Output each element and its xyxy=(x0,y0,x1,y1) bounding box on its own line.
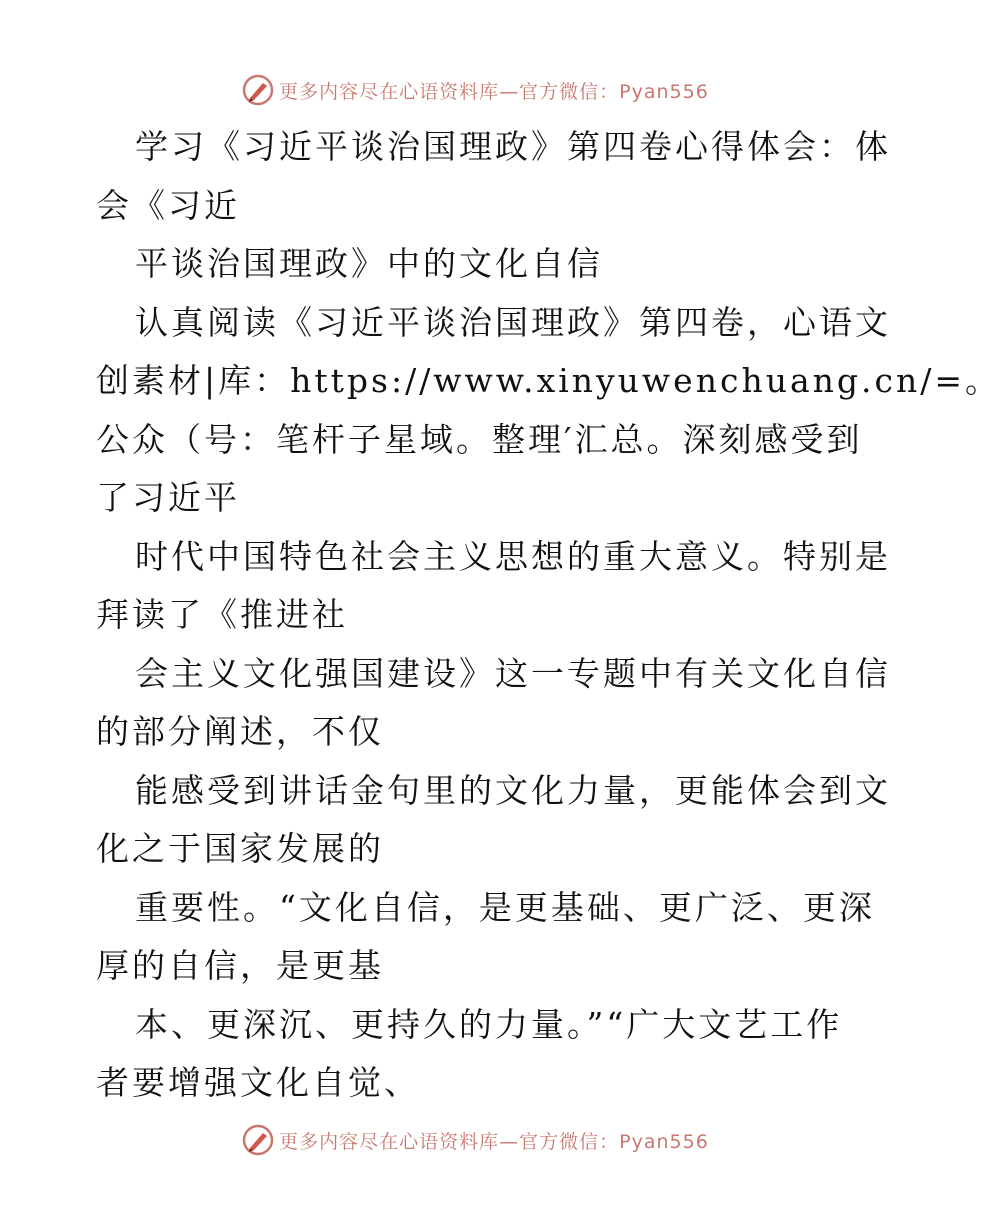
text-line: 者要增强文化自觉、 xyxy=(96,1063,420,1102)
text-line: 会《习近 xyxy=(96,185,240,225)
text-line: 本、更深沉、更持久的力量。”“广大文艺工作 xyxy=(135,1004,843,1044)
text-line: 时代中国特色社会主义思想的重大意义。特别是 xyxy=(135,536,891,576)
text-line: 会主义文化强国建设》这一专题中有关文化自信 xyxy=(135,653,891,693)
text-line: 了习近平 xyxy=(96,478,240,517)
footer-banner xyxy=(0,1120,950,1160)
header-banner xyxy=(0,70,950,110)
pen-logo-icon xyxy=(241,73,275,107)
text-line: 的部分阐述，不仅 xyxy=(96,712,384,751)
text-line: 重要性。“文化自信，是更基础、更广泛、更深 xyxy=(135,887,875,927)
text-line: 化之于国家发展的 xyxy=(96,829,384,868)
text-line: 学习《习近平谈治国理政》第四卷心得体会：体 xyxy=(135,127,891,166)
document-body xyxy=(96,118,1001,1113)
footer-text: 更多内容尽在心语资料库—官方微信：Pyan556 xyxy=(279,1130,709,1153)
text-line: 认真阅读《习近平谈治国理政》第四卷，心语文 xyxy=(135,302,891,342)
text-line: 拜读了《推进社 xyxy=(96,595,348,634)
text-line: 平谈治国理政》中的文化自信 xyxy=(135,244,603,283)
pen-logo-icon xyxy=(241,1123,275,1157)
header-text: 更多内容尽在心语资料库—官方微信：Pyan556 xyxy=(279,80,709,103)
text-line: 能感受到讲话金句里的文化力量，更能体会到文 xyxy=(135,770,891,810)
text-line: 公众（号：笔杆子星域。整理′汇总。深刻感受到 xyxy=(96,419,863,459)
text-line: 创素材|库：https://www.xinyuwenchuang.cn/=。 xyxy=(96,361,1001,400)
text-line: 厚的自信，是更基 xyxy=(96,946,384,985)
